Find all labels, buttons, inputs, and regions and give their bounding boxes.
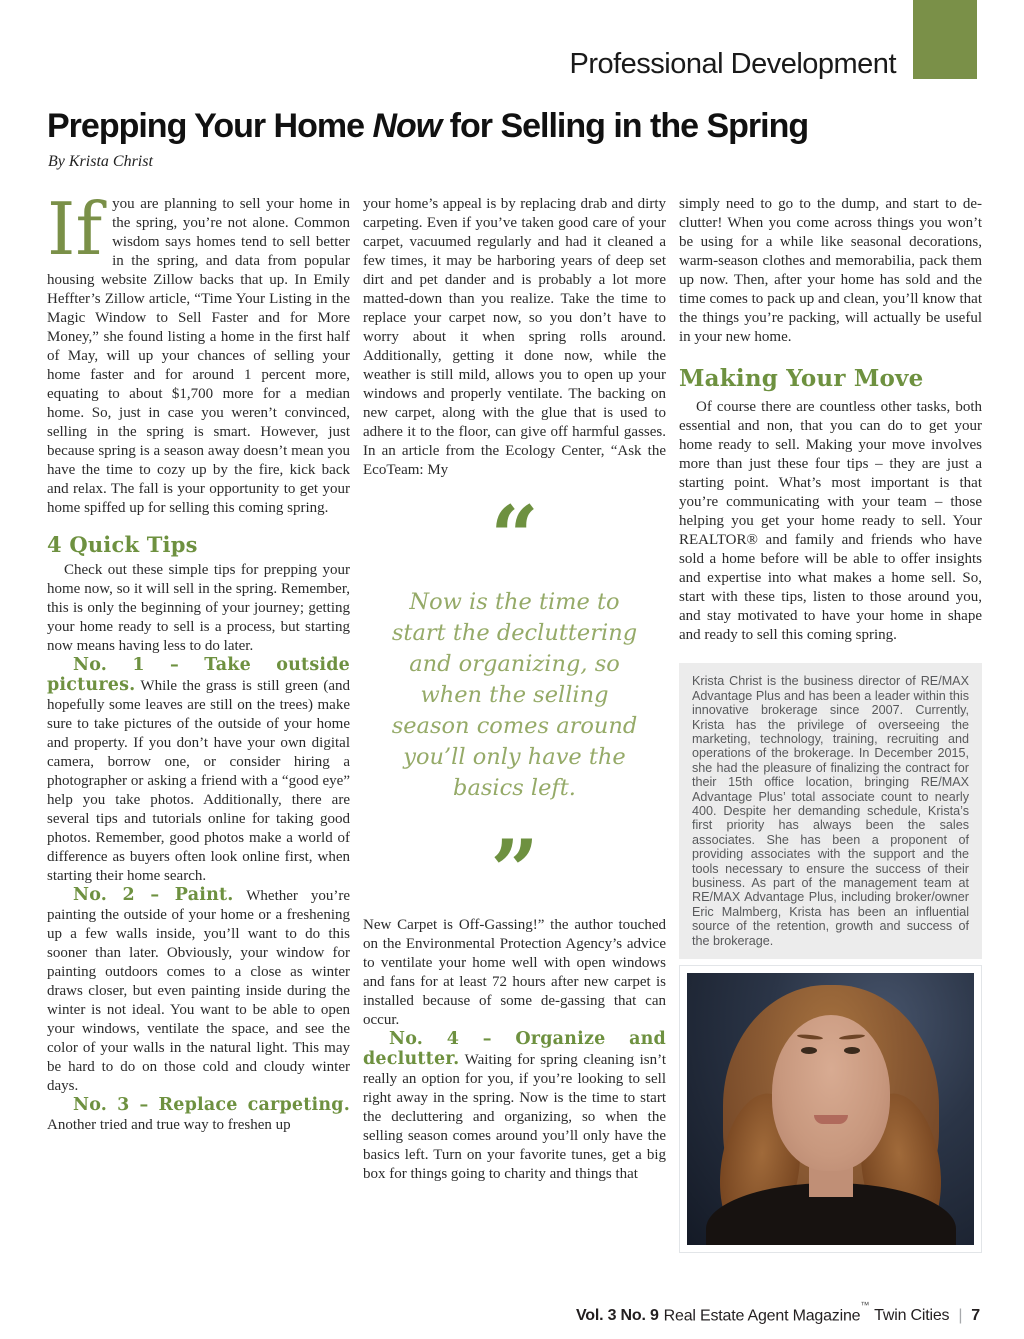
article-title — [47, 108, 980, 145]
portrait-eye-right — [844, 1047, 860, 1054]
offgassing-paragraph: New Carpet is Off-Gassing!” the author touched on the Environmental Protection Agency’s advice to ventilate your home well with open windows and fans for at least 72 hours after new carpet is installed because of some de-gassing that can occur. — [363, 916, 666, 1028]
tip-1-text: While the grass is still green (and hopefully some leaves are still on the trees) make sure to take pictures of the outside of your home and property. If you don’t have your own digital camera, borrow one, or consider hiring a photographer or asking a friend with a “good eye” help you take photos. Additionally, there are several tips and tutorials online for taking good photos. Remember, good photos make a world of difference as buyers often look online first, when starting their home search. — [47, 678, 350, 885]
tip-3-text: Another tried and true way to freshen up — [47, 1117, 291, 1134]
byline: By Krista Christ — [48, 153, 153, 171]
intro-paragraph-text: you are planning to sell your home in the spring, you’re not alone. Common wisdom says homes tend to sell better in the spring, and data from popular housing website Zillow backs that up. In Emily Heffter’s Zillow article, “Time Your Listing in the Magic Window to Sell Faster and for More Money,” she found listing a home in the first half of May, will up your chances of selling your home faster and for around 1 percent more, equating to about $1,700 more for a median home. So, just in case you weren’t convinced, selling in the spring is smart. However, just because spring is a season away doesn’t mean you have the time to cozy up by the fire, kick back and relax. The fall is your opportunity to get your home spiffed up for selling this coming spring. — [47, 196, 350, 517]
article-body — [0, 187, 1024, 1253]
tip-4-text: Waiting for spring cleaning isn’t really an option for you, if you’re looking to sell right away in the spring. Now is the time to start the decluttering and organizing, so when the selling season comes around you’ll only have the basics left. Turn on your favorite tunes, get a big box for things going to charity and things that — [363, 1051, 667, 1182]
trademark-symbol: ™ — [860, 1299, 870, 1310]
pull-quote — [369, 487, 660, 920]
masthead-green-square — [913, 0, 977, 79]
tip-1-label: No. 1 – Take outside pictures. — [47, 655, 350, 696]
tip-3-paragraph — [47, 1096, 350, 1135]
section-label: Professional Development — [569, 48, 896, 80]
portrait-mouth — [814, 1115, 848, 1124]
carpet-paragraph: your home’s appeal is by replacing drab and dirty carpeting. Even if you’ve taken good care of your carpet, vacuumed regularly and had it cleaned a few times, it may be harboring years of deep set dirt and pet dander and is probably a lot more matted-down than you realize. Take the time to replace your carpet now, so you don’t have to worry about it when spring rolls around. Additionally, getting it done now, while the weather is still mild, allows you to open up your windows and properly ventilate. The backing on new carpet, along with the glue that is used to adhere it to the floor, can give off harmful gasses. In an article from the Ecology Center, “Ask the EcoTeam: My — [363, 196, 666, 479]
declutter-paragraph: simply need to go to the dump, and start to de-clutter! When you come across things you won’t be using for a while like seasonal decorations, warm-season clothes and memorabilia, pack them up now. Then, after your home has sold and the time comes to pack up and clean, you’ll know that the things you’re packing, will actually be useful in your new home. — [679, 196, 982, 346]
portrait-eye-left — [801, 1047, 817, 1054]
masthead — [0, 0, 1024, 100]
column-2 — [363, 195, 666, 1253]
intro-paragraph — [47, 187, 350, 518]
tip-1-paragraph — [47, 656, 350, 886]
tip-2-label: No. 2 – Paint. — [73, 885, 234, 906]
title-part-post: for Selling in the Spring — [441, 107, 809, 145]
tip-2-text: Whether you’re painting the outside of your home or a freshening up a few walls inside, you’ll want to do this sooner than later. Obviously, your window for painting outdoors comes to a close as winter draws closer, but even painting inside during the winter is not ideal. You want to be able to open your windows, ventilate the space, and see the color of your walls in the natural light. This may be hard to do on those cold and cloudy winter days. — [47, 888, 350, 1095]
column-3 — [679, 195, 982, 1253]
footer-separator: | — [958, 1307, 963, 1324]
title-part-pre: Prepping Your Home — [47, 107, 373, 145]
drop-cap: If — [47, 187, 103, 272]
portrait-face — [772, 1015, 890, 1171]
tip-3-label: No. 3 – Replace carpeting. — [73, 1095, 350, 1116]
author-photo-frame — [679, 965, 982, 1253]
tip-4-label: No. 4 – Organize and declutter. — [363, 1028, 666, 1069]
heading-making-your-move: Making Your Move — [679, 365, 924, 393]
tip-2-paragraph — [47, 886, 350, 1096]
title-part-italic: Now — [372, 107, 442, 145]
open-quote-icon: “ — [490, 487, 539, 587]
close-quote-icon: ” — [490, 820, 539, 920]
heading-quick-tips: 4 Quick Tips — [47, 532, 198, 558]
author-bio-box: Krista Christ is the business director of RE/MAX Advantage Plus and has been a leader within this innovative brokerage since 2007. Currently, Krista has the privilege of overseeing the marketing, technology, training, recruiting and operations of the brokerage. In December 2015, she had the pleasure of finalizing the contract for their 15th office location, bringing RE/MAX Advantage Plus’ total associate count to nearly 400. Despite her demanding schedule, Krista’s first priority has always been the sales associates. She has been a proponent of providing associates with the support and the tools necessary to ensure the success of their business. As part of the management team at RE/MAX Advantage Plus, including broker/owner Eric Malmberg, Krista has been an influential source of the retention, growth and success of the brokerage. — [679, 663, 982, 959]
making-move-paragraph: Of course there are countless other tasks, both essential and non, that you can do to get your home ready to sell. Making your move involves more than just these four tips – they are just a starting point. What’s most important is that you’re communicating with your team – those helping you get your home ready to sell. Your REALTOR® and family and friends who have sold a home before will be able to offer insights and expertise into what makes a home sell. So, start with these tips, listen to those around you, and stay motivated to have your home in shape and ready to sell this coming spring. — [679, 399, 982, 644]
footer-region: Twin Cities — [874, 1307, 950, 1324]
column-1 — [47, 187, 350, 1253]
footer-page-number: 7 — [971, 1307, 980, 1324]
quick-tips-paragraph: Check out these simple tips for prepping your home now, so it will sell in the spring. Remember, this is only the beginning of your journey; getting your home ready to sell is a process, but starting now means having less to do later. — [47, 562, 350, 655]
krista-portrait — [687, 973, 974, 1245]
tip-4-paragraph — [363, 1030, 666, 1184]
pull-quote-text: Now is the time to start the decluttering and organizing, so when the selling season comes around you’ll only have the basics left. — [391, 588, 638, 801]
page-footer — [575, 1299, 980, 1325]
footer-volume: Vol. 3 No. 9 — [575, 1307, 659, 1324]
footer-magazine: Real Estate Agent Magazine™ — [663, 1299, 870, 1324]
